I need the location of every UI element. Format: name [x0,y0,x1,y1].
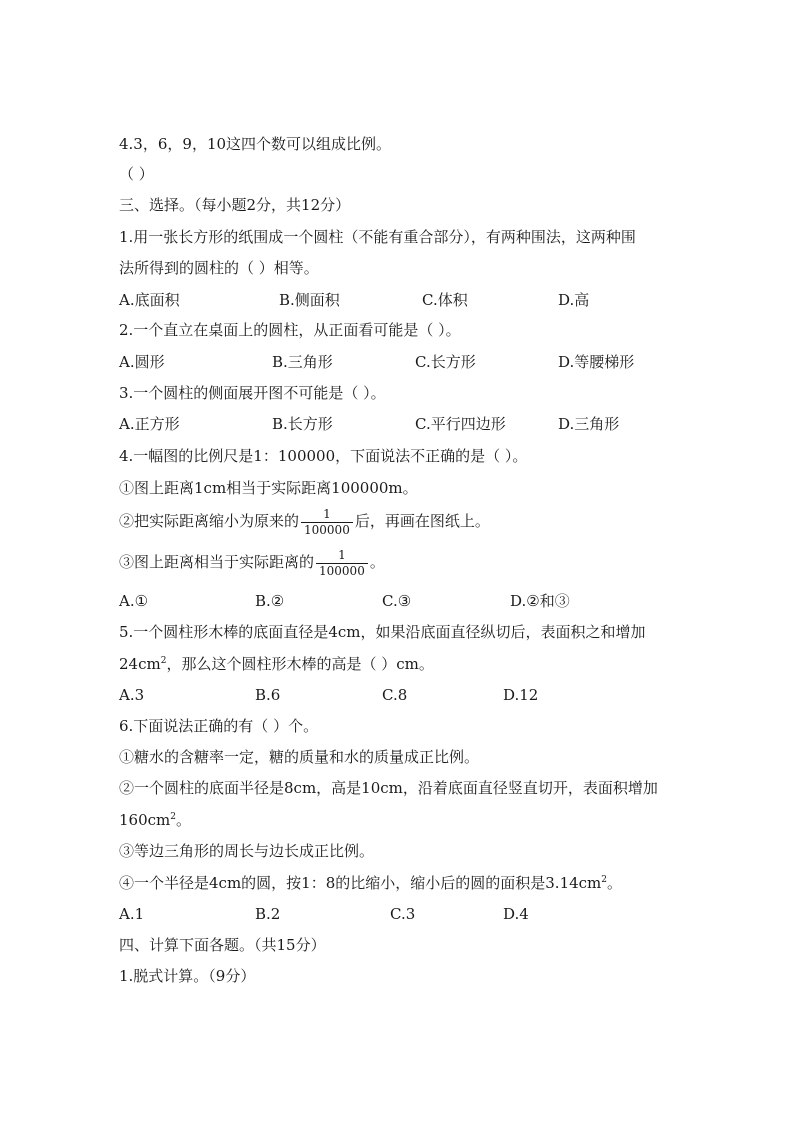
section-3-heading: 三、选择。（每小题2分，共12分） [119,196,351,214]
choice-3-option-a: A.正方形 [119,415,180,433]
choice-2-question: 2.一个直立在桌面上的圆柱，从正面看可能是（ ）。 [119,321,461,339]
choice-6-option-c: C.3 [390,905,416,923]
fraction-denominator: 100000 [301,522,353,538]
choice-4-option-a: A.① [119,592,149,610]
choice-5-option-b: B.6 [255,686,281,704]
fraction-numerator: 1 [323,506,331,521]
choice-1-question-cont: 法所得到的圆柱的（ ）相等。 [119,259,319,277]
choice-2-option-a: A.圆形 [119,353,165,371]
choice-6-statement-1: ①糖水的含糖率一定，糖的质量和水的质量成正比例。 [119,748,480,766]
choice-3-option-c: C.平行四边形 [415,415,506,433]
choice-6-statement-2-cont [119,810,191,830]
choice-1-option-d: D.高 [558,291,590,309]
statement-2-end: 。 [176,811,192,829]
answer-bracket: （ ） [119,165,154,183]
choice-2-option-c: C.长方形 [415,353,476,371]
choice-1-option-a: A.底面积 [119,291,180,309]
choice-6-option-d: D.4 [503,905,529,923]
fraction [301,507,353,538]
statement-4-end: 。 [607,874,623,892]
choice-3-question: 3.一个圆柱的侧面展开图不可能是（ ）。 [119,384,386,402]
statement-3-text-end: 。 [369,553,385,571]
choice-5-option-c: C.8 [382,686,408,704]
superscript: 2 [601,875,608,885]
choice-6-option-b: B.2 [255,905,281,923]
choice-6-option-a: A.1 [119,905,145,923]
choice-1-question: 1.用一张长方形的纸围成一个圆柱（不能有重合部分），有两种围法，这两种围 [119,228,636,246]
fraction-denominator: 100000 [316,563,368,579]
choice-2-option-b: B.三角形 [272,353,333,371]
choice-4-statement-3 [119,545,385,579]
calculation-1-heading: 1.脱式计算。（9分） [119,967,256,985]
superscript: 2 [160,656,167,666]
section-4-heading: 四、计算下面各题。（共15分） [119,936,326,954]
statement-4-text: ④一个半径是4cm的圆，按1：8的比缩小，缩小后的圆的面积是3.14cm [119,874,602,892]
statement-3-text: ③图上距离相当于实际距离的 [119,553,315,571]
choice-4-statement-1: ①图上距离1cm相当于实际距离100000m。 [119,479,418,497]
question-4-statement: 4.3，6，9，10这四个数可以组成比例。 [119,135,392,153]
fraction [316,548,368,579]
choice-5-option-a: A.3 [119,686,145,704]
choice-5-area: 24cm [119,655,161,673]
choice-4-statement-2 [119,504,490,538]
statement-2-text-end: 后，再画在图纸上。 [354,512,490,530]
choice-5-option-d: D.12 [503,686,539,704]
choice-6-statement-2: ②一个圆柱的底面半径是8cm，高是10cm，沿着底面直径竖直切开，表面积增加 [119,779,658,797]
fraction-numerator: 1 [338,547,346,562]
statement-2-text: ②把实际距离缩小为原来的 [119,512,300,530]
choice-3-option-d: D.三角形 [558,415,620,433]
choice-4-question: 4.一幅图的比例尺是1：100000，下面说法不正确的是（ ）。 [119,447,528,465]
choice-5-question-cont [119,654,434,674]
choice-6-question: 6.下面说法正确的有（ ）个。 [119,717,319,735]
choice-2-option-d: D.等腰梯形 [558,353,635,371]
choice-4-option-c: C.③ [382,592,412,610]
superscript: 2 [170,812,176,822]
choice-3-option-b: B.长方形 [272,415,333,433]
choice-5-question: 5.一个圆柱形木棒的底面直径是4cm，如果沿底面直径纵切后，表面积之和增加 [119,623,646,641]
choice-5-text-end: ，那么这个圆柱形木棒的高是（ ）cm。 [166,655,434,673]
choice-6-statement-4 [119,873,622,893]
choice-4-option-d: D.②和③ [510,592,570,610]
statement-2-area: 160cm [119,811,171,829]
choice-6-statement-3: ③等边三角形的周长与边长成正比例。 [119,842,375,860]
choice-1-option-c: C.体积 [422,291,468,309]
choice-4-option-b: B.② [255,592,285,610]
choice-1-option-b: B.侧面积 [279,291,340,309]
